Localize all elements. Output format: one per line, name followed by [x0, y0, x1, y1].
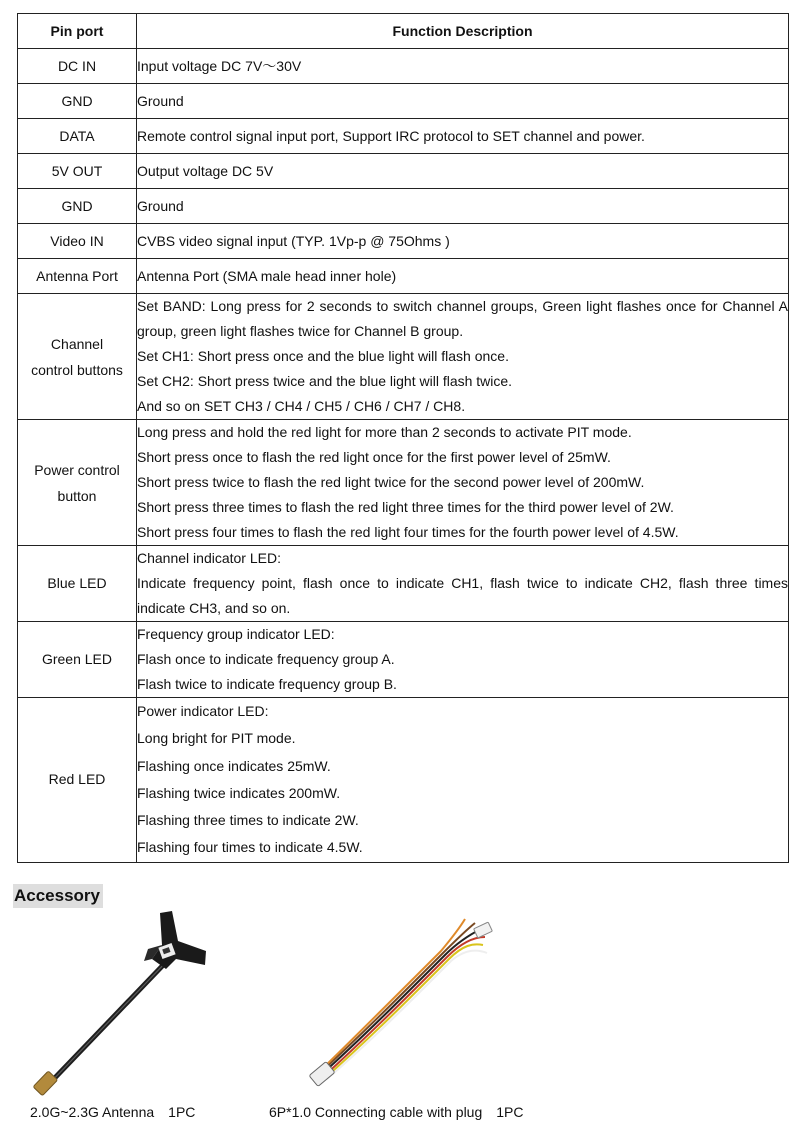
description-cell: Input voltage DC 7V〜30V — [137, 49, 789, 84]
description-line: Set BAND: Long press for 2 seconds to switch channel groups, Green light flashes once for Channel A group, green light flashes twice for Channel B group. — [137, 298, 788, 339]
header-function-description: Function Description — [137, 14, 789, 49]
description-line: Short press twice to flash the red light twice for the second power level of 200mW. — [137, 474, 645, 490]
description-line: Set CH2: Short press twice and the blue light will flash twice. — [137, 373, 513, 389]
pin-cell: Red LED — [18, 698, 137, 863]
description-cell: CVBS video signal input (TYP. 1Vp-p @ 75Ohms ) — [137, 224, 789, 259]
antenna-image — [20, 905, 220, 1103]
description-cell: Ground — [137, 189, 789, 224]
table-row — [18, 294, 789, 420]
description-cell: Output voltage DC 5V — [137, 154, 789, 189]
description-cell — [137, 420, 789, 546]
table-row — [18, 154, 789, 189]
cable-image — [295, 915, 495, 1095]
table-row — [18, 698, 789, 863]
accessory-heading: Accessory — [13, 884, 103, 908]
pin-cell: 5V OUT — [18, 154, 137, 189]
description-line: Flashing four times to indicate 4.5W. — [137, 839, 363, 856]
description-line: Long bright for PIT mode. — [137, 730, 296, 747]
table-row — [18, 49, 789, 84]
description-cell — [137, 622, 789, 698]
pin-label-line: Power control — [34, 461, 120, 478]
pin-label-line: control buttons — [31, 361, 123, 378]
accessory-quantity: 1PC — [168, 1104, 196, 1120]
description-line: Flashing three times to indicate 2W. — [137, 812, 359, 829]
pin-cell: DC IN — [18, 49, 137, 84]
accessory-caption-cable — [269, 1104, 524, 1120]
pin-cell: Blue LED — [18, 546, 137, 622]
table-row — [18, 119, 789, 154]
description-line: Short press four times to flash the red light four times for the fourth power level of 4.5W. — [137, 524, 679, 540]
pin-cell: GND — [18, 189, 137, 224]
description-line: Indicate frequency point, flash once to indicate CH1, flash twice to indicate CH2, flash three times indicate CH3, and so on. — [137, 575, 788, 616]
pin-cell: GND — [18, 84, 137, 119]
table-row — [18, 84, 789, 119]
pin-cell: Green LED — [18, 622, 137, 698]
accessory-quantity: 1PC — [496, 1104, 524, 1120]
header-pin-port: Pin port — [18, 14, 137, 49]
table-row — [18, 189, 789, 224]
table-row — [18, 546, 789, 622]
description-line: Flashing once indicates 25mW. — [137, 757, 331, 774]
description-line: Long press and hold the red light for more than 2 seconds to activate PIT mode. — [137, 424, 632, 440]
pin-cell — [18, 294, 137, 420]
pin-cell: Antenna Port — [18, 259, 137, 294]
description-line: Short press once to flash the red light once for the first power level of 25mW. — [137, 449, 611, 465]
pin-function-table — [17, 13, 789, 863]
pin-cell: Video IN — [18, 224, 137, 259]
description-cell — [137, 546, 789, 622]
description-line: Flash once to indicate frequency group A. — [137, 651, 395, 667]
description-line: And so on SET CH3 / CH4 / CH5 / CH6 / CH7 / CH8. — [137, 398, 466, 414]
table-row — [18, 259, 789, 294]
pin-label-line: button — [57, 487, 97, 504]
accessory-name: 6P*1.0 Connecting cable with plug — [269, 1104, 483, 1120]
accessory-name: 2.0G~2.3G Antenna — [30, 1104, 155, 1120]
pin-cell: DATA — [18, 119, 137, 154]
accessory-caption-antenna — [30, 1104, 195, 1120]
description-line: Set CH1: Short press once and the blue light will flash once. — [137, 348, 509, 364]
description-cell: Antenna Port (SMA male head inner hole) — [137, 259, 789, 294]
description-line: Short press three times to flash the red light three times for the third power level of 2W. — [137, 499, 674, 515]
pin-cell — [18, 420, 137, 546]
description-line: Frequency group indicator LED: — [137, 626, 335, 642]
description-line: Flash twice to indicate frequency group B. — [137, 676, 397, 692]
description-cell: Remote control signal input port, Support IRC protocol to SET channel and power. — [137, 119, 789, 154]
table-row — [18, 224, 789, 259]
description-line: Power indicator LED: — [137, 703, 269, 719]
table-row — [18, 420, 789, 546]
table-row — [18, 622, 789, 698]
description-line: Flashing twice indicates 200mW. — [137, 784, 341, 801]
description-line: Channel indicator LED: — [137, 550, 281, 566]
pin-label-line: Channel — [50, 335, 104, 352]
description-cell — [137, 294, 789, 420]
description-cell: Ground — [137, 84, 789, 119]
description-cell — [137, 698, 789, 863]
